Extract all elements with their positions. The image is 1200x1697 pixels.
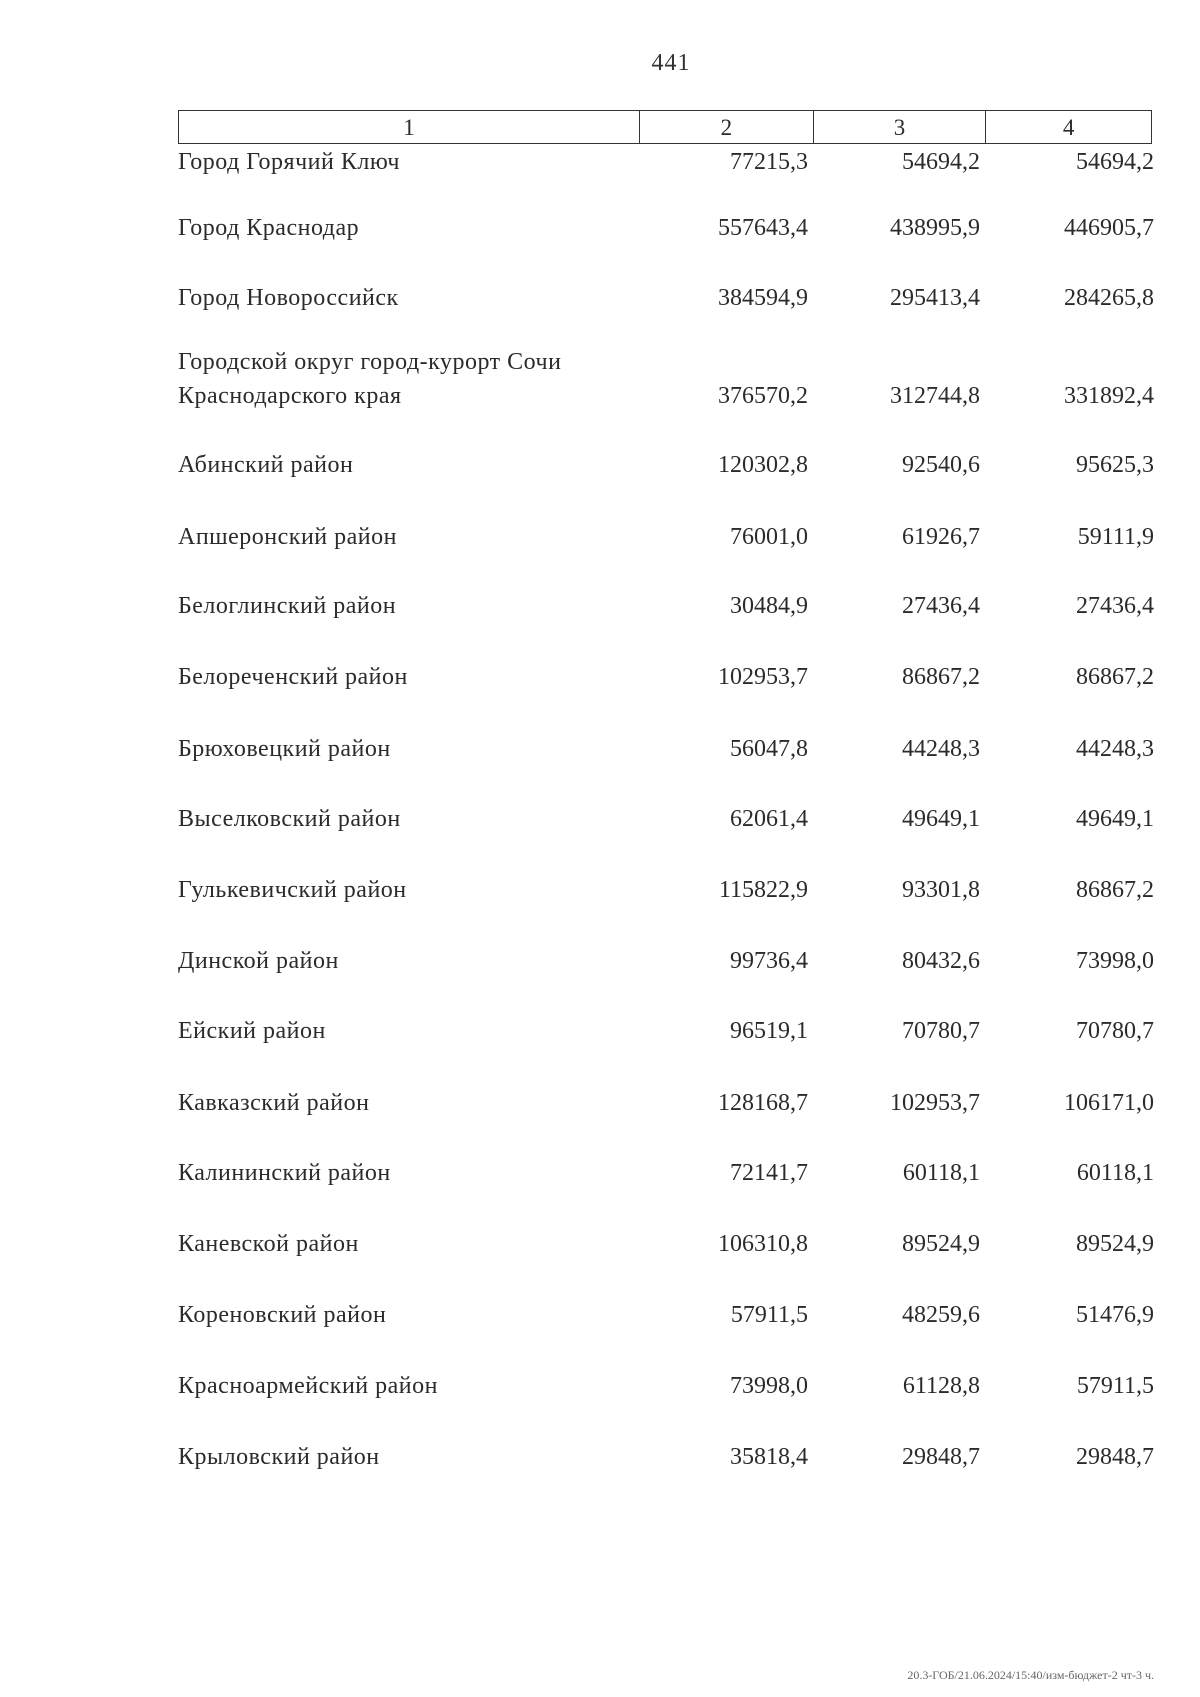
col-4-value: 331892,4: [1064, 383, 1154, 409]
table-row: [0, 590, 1200, 624]
col-2-value: 96519,1: [730, 1018, 808, 1044]
table-header-row: [178, 110, 1152, 144]
table-row: [0, 945, 1200, 979]
col-2-value: 557643,4: [718, 215, 808, 241]
col-3-value: 48259,6: [902, 1302, 980, 1328]
col-4-value: 86867,2: [1076, 877, 1154, 903]
table-row: [0, 449, 1200, 483]
row-name: Брюховецкий район: [178, 736, 391, 762]
table-row: [0, 212, 1200, 246]
row-name: Кореновский район: [178, 1302, 387, 1328]
row-name: Гулькевичский район: [178, 877, 407, 903]
col-2-value: 72141,7: [730, 1160, 808, 1186]
col-2-value: 73998,0: [730, 1373, 808, 1399]
table-row: [0, 874, 1200, 908]
table-row: [0, 1157, 1200, 1191]
col-4-value: 284265,8: [1064, 285, 1154, 311]
row-name: Крыловский район: [178, 1444, 380, 1470]
row-name: Город Горячий Ключ: [178, 149, 400, 175]
col-3-value: 70780,7: [902, 1018, 980, 1044]
table-row: [0, 346, 1200, 409]
col-2-value: 56047,8: [730, 736, 808, 762]
footer-document-code: 20.3-ГОБ/21.06.2024/15:40/изм-бюджет-2 чт-3 ч.: [907, 1668, 1154, 1682]
col-3-value: 49649,1: [902, 806, 980, 832]
row-name: Белореченский район: [178, 664, 408, 690]
col-2-value: 120302,8: [718, 452, 808, 478]
table-header-cell: 1: [179, 111, 640, 143]
col-2-value: 128168,7: [718, 1090, 808, 1116]
col-3-value: 92540,6: [902, 452, 980, 478]
table-row: [0, 803, 1200, 837]
col-3-value: 102953,7: [890, 1090, 980, 1116]
col-2-value: 62061,4: [730, 806, 808, 832]
col-4-value: 54694,2: [1076, 149, 1154, 175]
table-row: [0, 146, 1200, 180]
row-name: Красноармейский район: [178, 1373, 438, 1399]
row-name: Кавказский район: [178, 1090, 370, 1116]
col-3-value: 29848,7: [902, 1444, 980, 1470]
table-header-cell: 2: [640, 111, 814, 143]
col-3-value: 27436,4: [902, 593, 980, 619]
col-3-value: 61128,8: [902, 1373, 980, 1399]
col-4-value: 57911,5: [1076, 1373, 1154, 1399]
table-row: [0, 1087, 1200, 1121]
col-2-value: 57911,5: [730, 1302, 808, 1328]
page-number: 441: [651, 50, 691, 76]
table-row: [0, 521, 1200, 555]
table-row: [0, 1441, 1200, 1475]
col-2-value: 102953,7: [718, 664, 808, 690]
col-3-value: 438995,9: [890, 215, 980, 241]
row-name: Каневской район: [178, 1231, 359, 1257]
col-2-value: 384594,9: [718, 285, 808, 311]
col-3-value: 86867,2: [902, 664, 980, 690]
table-row: [0, 661, 1200, 695]
table-row: [0, 1370, 1200, 1404]
col-2-value: 376570,2: [718, 383, 808, 409]
col-4-value: 70780,7: [1076, 1018, 1154, 1044]
col-2-value: 76001,0: [730, 524, 808, 550]
row-name: Белоглинский район: [178, 593, 397, 619]
col-2-value: 106310,8: [718, 1231, 808, 1257]
col-4-value: 27436,4: [1076, 593, 1154, 619]
col-4-value: 95625,3: [1076, 452, 1154, 478]
col-4-value: 29848,7: [1076, 1444, 1154, 1470]
table-row: [0, 1228, 1200, 1262]
col-4-value: 446905,7: [1064, 215, 1154, 241]
col-3-value: 54694,2: [902, 149, 980, 175]
col-4-value: 49649,1: [1076, 806, 1154, 832]
col-2-value: 99736,4: [730, 948, 808, 974]
table-row: [0, 282, 1200, 316]
col-3-value: 61926,7: [902, 524, 980, 550]
col-3-value: 80432,6: [902, 948, 980, 974]
col-4-value: 51476,9: [1076, 1302, 1154, 1328]
col-3-value: 60118,1: [902, 1160, 980, 1186]
table-header-cell: 4: [1062, 115, 1075, 140]
col-2-value: 30484,9: [730, 593, 808, 619]
col-4-value: 73998,0: [1076, 948, 1154, 974]
row-name: Краснодарского края: [178, 383, 402, 409]
row-name: Абинский район: [178, 452, 354, 478]
col-3-value: 44248,3: [902, 736, 980, 762]
col-4-value: 89524,9: [1076, 1231, 1154, 1257]
col-3-value: 93301,8: [902, 877, 980, 903]
table-row: [0, 733, 1200, 767]
row-name: Калининский район: [178, 1160, 391, 1186]
row-name: Город Новороссийск: [178, 285, 399, 311]
col-3-value: 312744,8: [890, 383, 980, 409]
col-4-value: 59111,9: [1077, 524, 1154, 550]
col-4-value: 106171,0: [1064, 1090, 1154, 1116]
row-name: Апшеронский район: [178, 524, 397, 550]
table-row: [0, 1299, 1200, 1333]
table-row: [0, 1015, 1200, 1049]
table-header-cell: 3: [814, 111, 987, 143]
row-name: Городской округ город-курорт Сочи: [178, 349, 562, 375]
col-2-value: 115822,9: [718, 877, 808, 903]
col-3-value: 89524,9: [902, 1231, 980, 1257]
col-2-value: 77215,3: [730, 149, 808, 175]
row-name: Ейский район: [178, 1018, 326, 1044]
col-4-value: 60118,1: [1076, 1160, 1154, 1186]
row-name: Город Краснодар: [178, 215, 360, 241]
row-name: Динской район: [178, 948, 339, 974]
col-4-value: 86867,2: [1076, 664, 1154, 690]
row-name: Выселковский район: [178, 806, 401, 832]
col-3-value: 295413,4: [890, 285, 980, 311]
col-4-value: 44248,3: [1076, 736, 1154, 762]
col-2-value: 35818,4: [730, 1444, 808, 1470]
